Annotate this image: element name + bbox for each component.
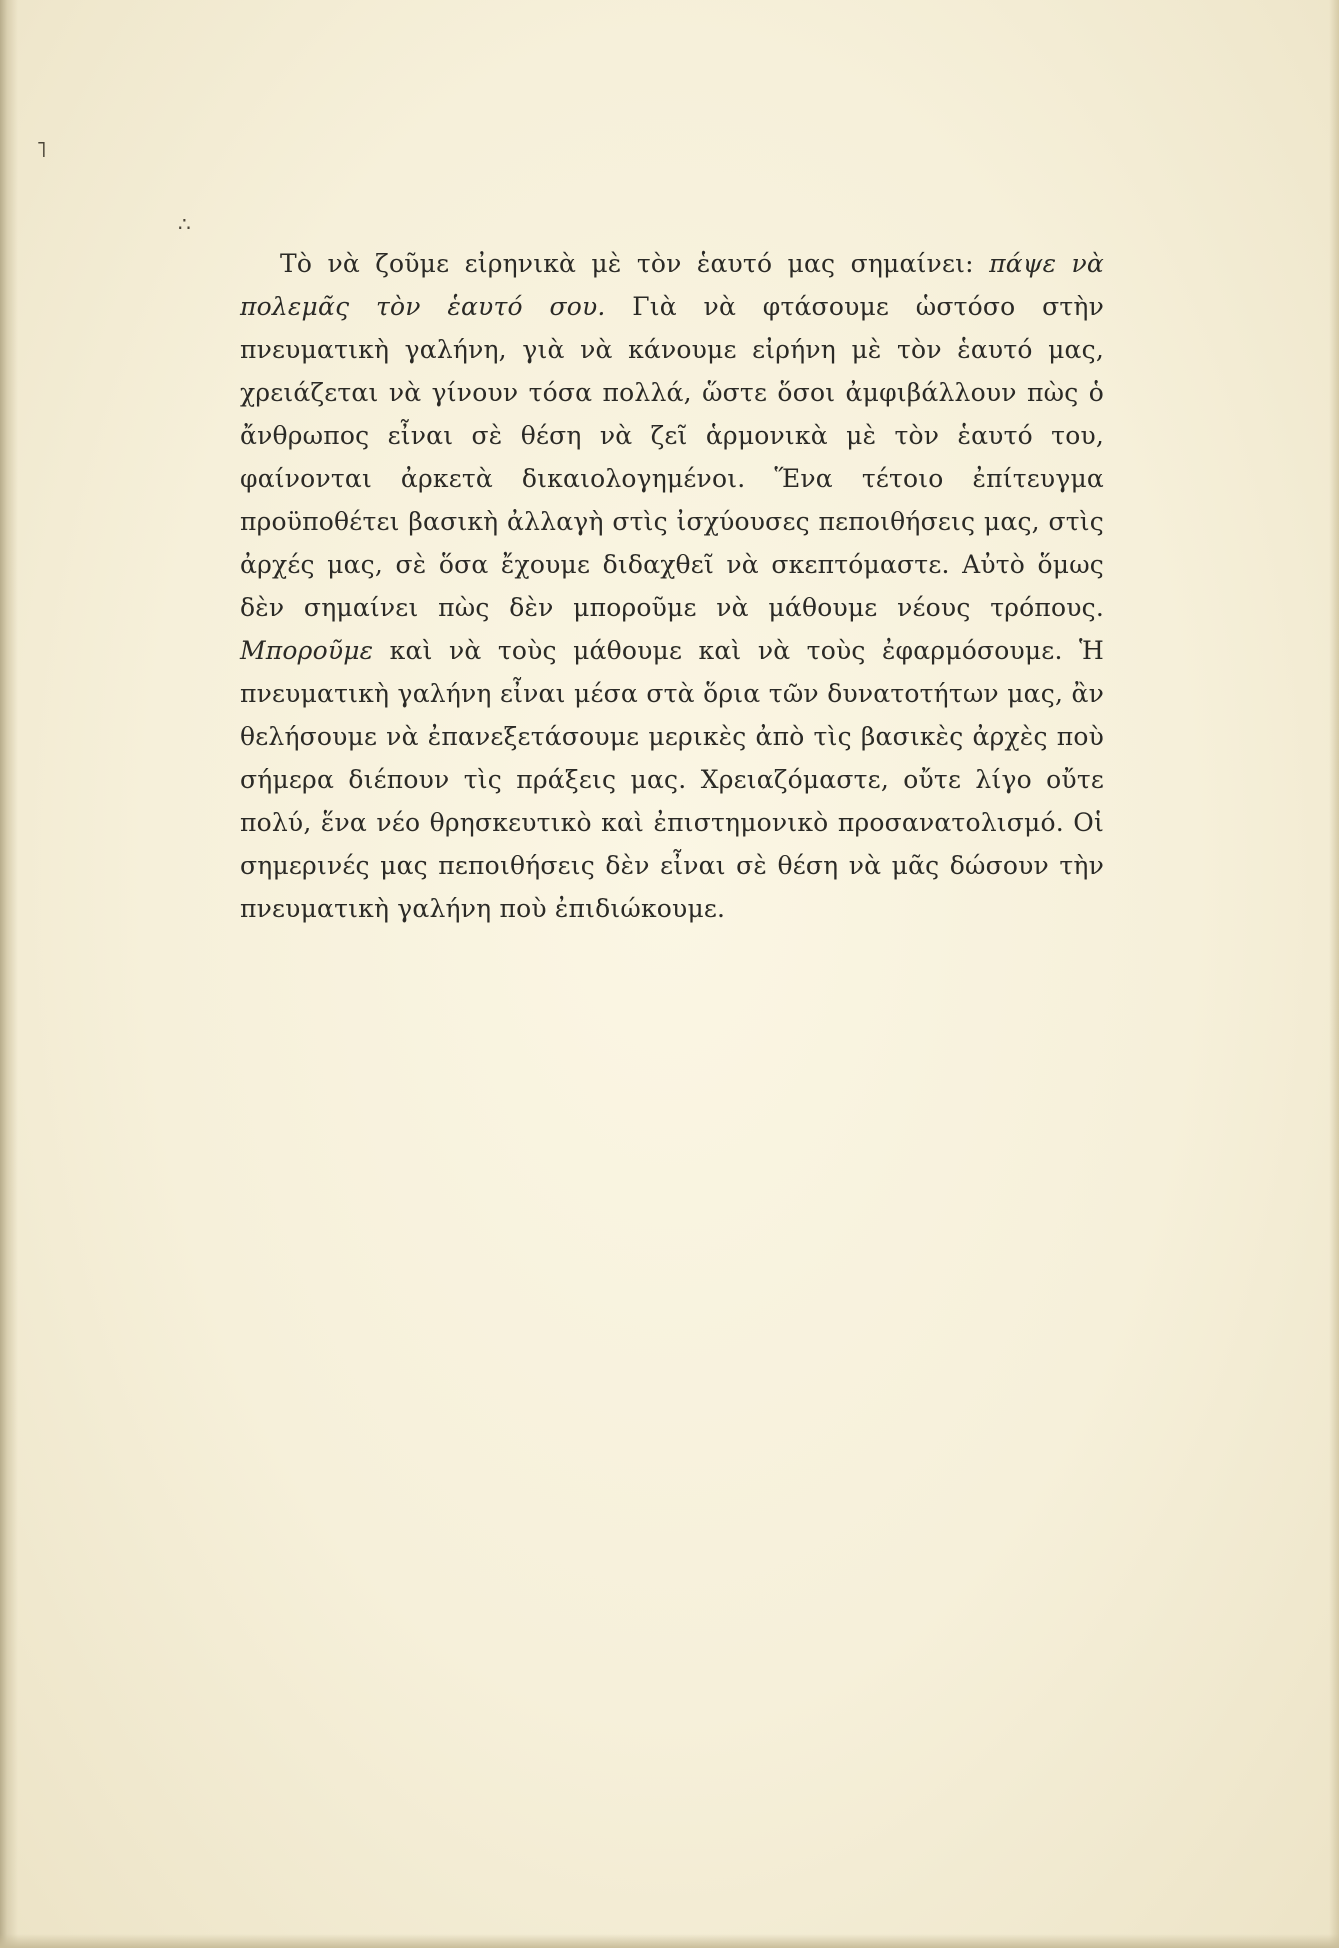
text-segment-2-italic: πάψε νὰ πολεμᾶς τὸν ἑαυτό σου.	[240, 249, 1104, 321]
margin-mark-top: ˥	[36, 138, 47, 163]
text-segment-3: Γιὰ νὰ φτάσουμε ὡστόσο στὴν πνευματικὴ γαλήνη, γιὰ νὰ κάνουμε εἰρήνη μὲ τὸν ἑαυτό μας, χρειάζεται νὰ γίνουν τόσα πολλά, ὥστε ὅσοι ἀμφιβάλλουν πὼς ὁ ἄνθρωπος εἶναι σὲ θέση νὰ ζεῖ ἁρμονικὰ μὲ τὸν ἑαυτό του, φαίνονται ἀρκετὰ δικαιολογημένοι. Ἕνα τέτοιο ἐπίτευγμα προϋποθέτει βασικὴ ἀλλαγὴ στὶς ἰσχύουσες πεποιθήσεις μας, στὶς ἀρχές μας, σὲ ὅσα ἔχουμε διδαχθεῖ νὰ σκεπτόμαστε. Αὐτὸ ὅμως δὲν σημαίνει πὼς δὲν μποροῦμε νὰ μάθουμε νέους τρόπους.	[240, 292, 1104, 622]
text-segment-4-italic: Μποροῦμε	[240, 636, 374, 665]
page-bottom-shadow	[0, 1934, 1339, 1948]
page-right-shadow	[1329, 0, 1339, 1948]
text-segment-5: καὶ νὰ τοὺς μάθουμε καὶ νὰ τοὺς ἐφαρμόσουμε. Ἡ πνευματικὴ γαλήνη εἶναι μέσα στὰ ὅρια τῶν δυνατοτήτων μας, ἂν θελήσουμε νὰ ἐπανεξετάσουμε μερικὲς ἀπὸ τὶς βασικὲς ἀρχὲς ποὺ σήμερα διέπουν τὶς πράξεις μας. Χρειαζόμαστε, οὔτε λίγο οὔτε πολύ, ἕνα νέο θρησκευτικὸ καὶ ἐπιστημονικὸ προσανατολισμό. Οἱ σημερινές μας πεποιθήσεις δὲν εἶναι σὲ θέση νὰ μᾶς δώσουν τὴν πνευματικὴ γαλήνη ποὺ ἐπιδιώκουμε.	[240, 636, 1104, 923]
paragraph-margin-mark: ∴	[178, 212, 191, 236]
body-paragraph	[240, 242, 1104, 930]
page-left-shadow	[0, 0, 18, 1948]
text-segment-1: Τὸ νὰ ζοῦμε εἰρηνικὰ μὲ τὸν ἑαυτό μας σημαίνει:	[280, 249, 990, 278]
